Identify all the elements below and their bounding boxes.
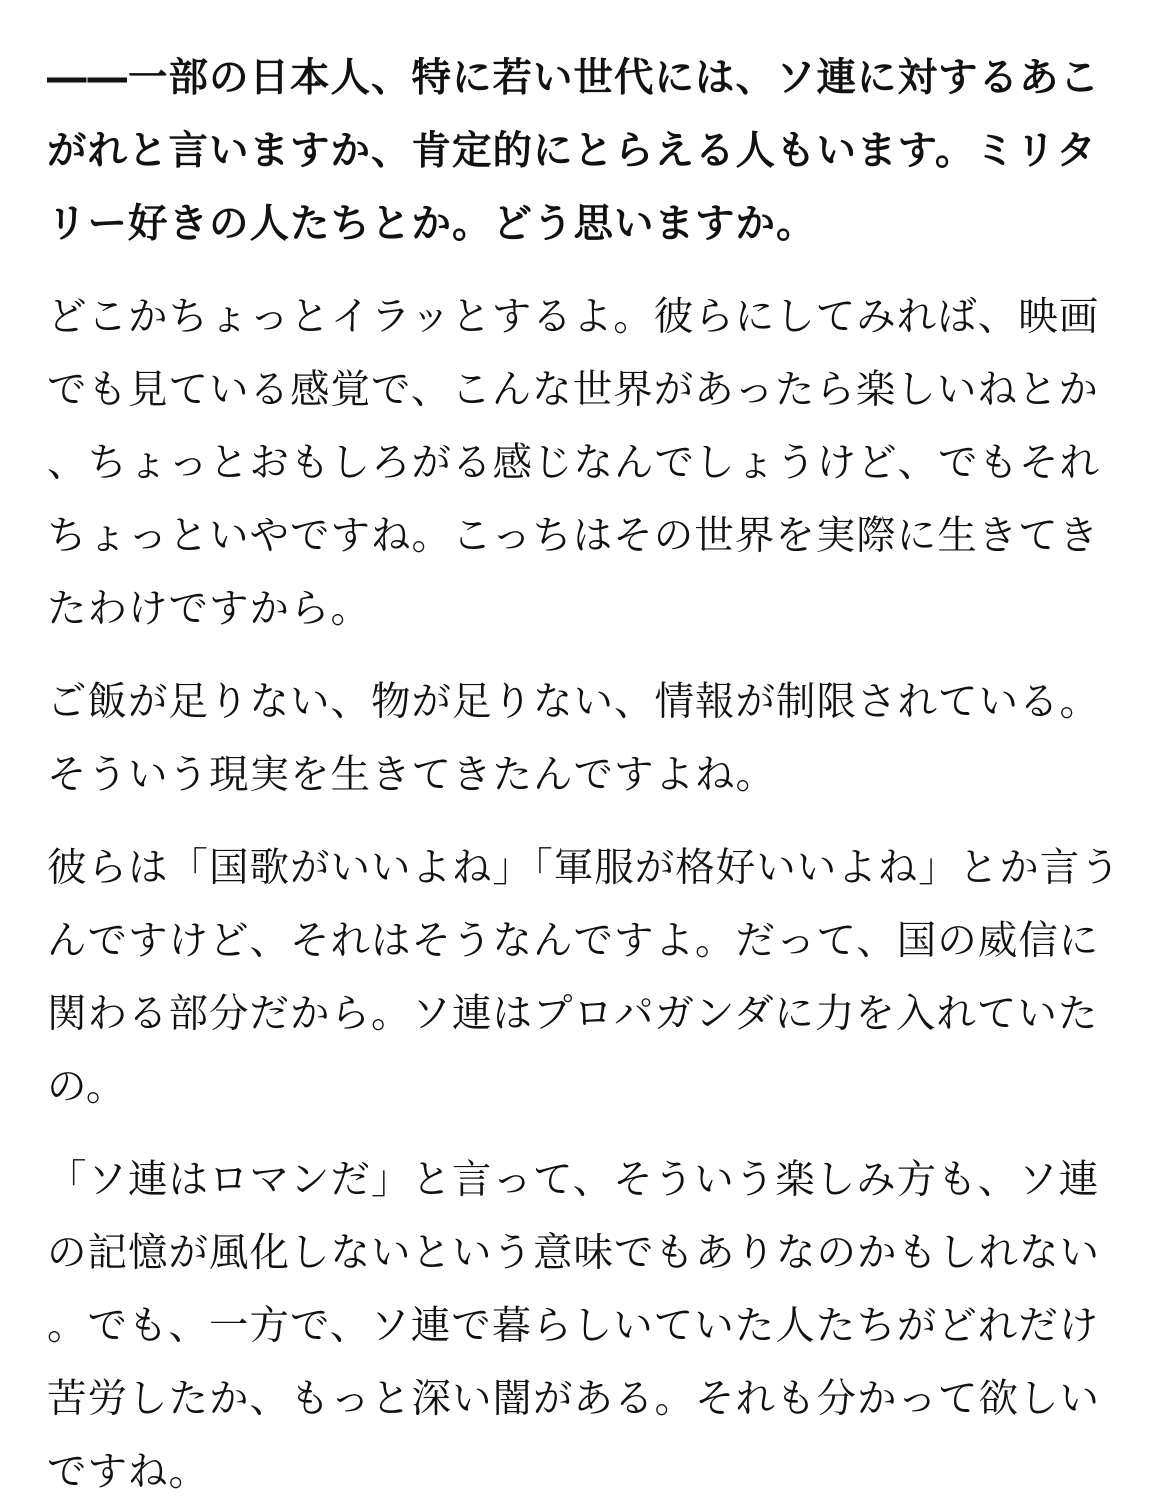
answer-paragraph-1: どこかちょっとイラッとするよ。彼らにしてみれば、映画でも見ている感覚で、こんな世界があったら楽しいねとか、ちょっとおもしろがる感じなんでしょうけど、でもそれちょっといやですね。こっちはその世界を実際に生きてきたわけですから。 bbox=[47, 294, 1100, 632]
interview-question: ――一部の日本人、特に若い世代には、ソ連に対するあこがれと言いますか、肯定的にとらえる人もいます。ミリタリー好きの人たちとか。どう思いますか。 bbox=[47, 55, 1100, 247]
answer-paragraph-4: 「ソ連はロマンだ」と言って、そういう楽しみ方も、ソ連の記憶が風化しないという意味でもありなのかもしれない。でも、一方で、ソ連で暮らしいていた人たちがどれだけ苦労したか、もっと深い闇がある。それも分かって欲しいですね。 bbox=[47, 1157, 1100, 1495]
answer-paragraph-3: 彼らは「国歌がいいよね」「軍服が格好いいよね」とか言うんですけど、それはそうなんですよ。だって、国の威信に関わる部分だから。ソ連はプロパガンダに力を入れていたの。 bbox=[47, 845, 1121, 1110]
answer-paragraph-2: ご飯が足りない、物が足りない、情報が制限されている。そういう現実を生きてきたんですよね。 bbox=[47, 679, 1100, 798]
article-body bbox=[47, 42, 1129, 1509]
